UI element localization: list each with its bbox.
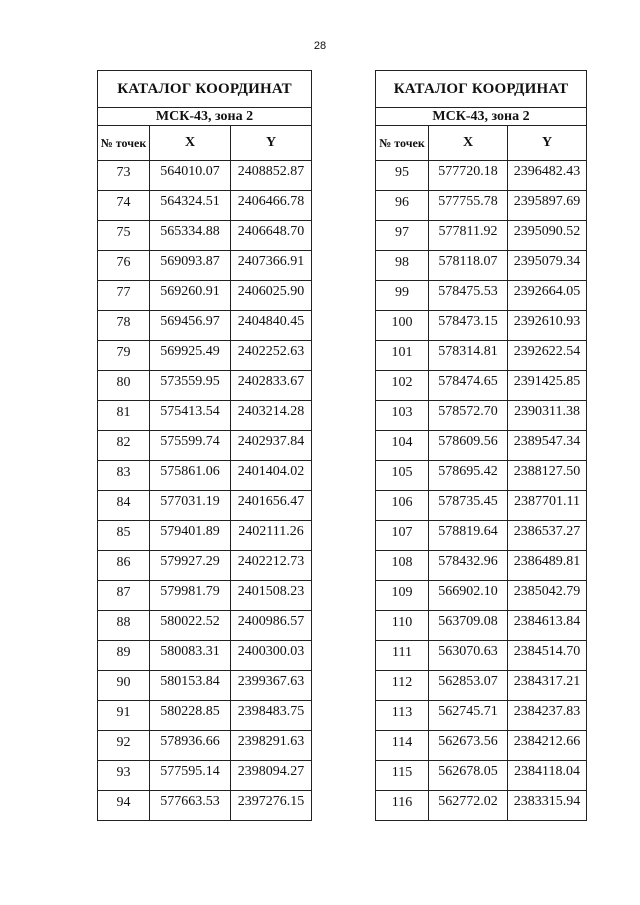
table-row: [376, 371, 587, 401]
y-coordinate-cell: 2402212.73: [231, 551, 312, 581]
page-number: 28: [313, 40, 327, 52]
coordinate-catalog-left: [97, 70, 312, 821]
point-number-cell: 88: [98, 611, 150, 641]
point-number-cell: 112: [376, 671, 429, 701]
point-number-cell: 91: [98, 701, 150, 731]
x-coordinate-cell: 577720.18: [429, 161, 508, 191]
header-x: X: [150, 126, 231, 161]
table-row: [98, 371, 312, 401]
x-coordinate-cell: 573559.95: [150, 371, 231, 401]
y-coordinate-cell: 2383315.94: [508, 791, 587, 821]
point-number-cell: 99: [376, 281, 429, 311]
x-coordinate-cell: 562772.02: [429, 791, 508, 821]
table-row: [98, 701, 312, 731]
table-row: [98, 731, 312, 761]
y-coordinate-cell: 2403214.28: [231, 401, 312, 431]
table-row: [98, 161, 312, 191]
x-coordinate-cell: 562745.71: [429, 701, 508, 731]
point-number-cell: 114: [376, 731, 429, 761]
y-coordinate-cell: 2392664.05: [508, 281, 587, 311]
y-coordinate-cell: 2388127.50: [508, 461, 587, 491]
x-coordinate-cell: 579981.79: [150, 581, 231, 611]
point-number-cell: 86: [98, 551, 150, 581]
point-number-cell: 116: [376, 791, 429, 821]
x-coordinate-cell: 577811.92: [429, 221, 508, 251]
x-coordinate-cell: 578572.70: [429, 401, 508, 431]
y-coordinate-cell: 2401508.23: [231, 581, 312, 611]
point-number-cell: 80: [98, 371, 150, 401]
table-row: [98, 671, 312, 701]
x-coordinate-cell: 564324.51: [150, 191, 231, 221]
point-number-cell: 103: [376, 401, 429, 431]
catalog-subtitle: МСК-43, зона 2: [98, 108, 312, 126]
point-number-cell: 76: [98, 251, 150, 281]
point-number-cell: 98: [376, 251, 429, 281]
x-coordinate-cell: 578432.96: [429, 551, 508, 581]
point-number-cell: 96: [376, 191, 429, 221]
y-coordinate-cell: 2402833.67: [231, 371, 312, 401]
point-number-cell: 107: [376, 521, 429, 551]
x-coordinate-cell: 575599.74: [150, 431, 231, 461]
y-coordinate-cell: 2402252.63: [231, 341, 312, 371]
table-row: [98, 401, 312, 431]
x-coordinate-cell: 578474.65: [429, 371, 508, 401]
x-coordinate-cell: 563070.63: [429, 641, 508, 671]
x-coordinate-cell: 578819.64: [429, 521, 508, 551]
y-coordinate-cell: 2404840.45: [231, 311, 312, 341]
header-y: Y: [231, 126, 312, 161]
x-coordinate-cell: 577663.53: [150, 791, 231, 821]
y-coordinate-cell: 2401404.02: [231, 461, 312, 491]
point-number-cell: 84: [98, 491, 150, 521]
x-coordinate-cell: 580022.52: [150, 611, 231, 641]
table-row: [376, 731, 587, 761]
y-coordinate-cell: 2398483.75: [231, 701, 312, 731]
y-coordinate-cell: 2386489.81: [508, 551, 587, 581]
x-coordinate-cell: 575413.54: [150, 401, 231, 431]
y-coordinate-cell: 2392610.93: [508, 311, 587, 341]
table-row: [376, 431, 587, 461]
point-number-cell: 105: [376, 461, 429, 491]
y-coordinate-cell: 2384118.04: [508, 761, 587, 791]
point-number-cell: 85: [98, 521, 150, 551]
y-coordinate-cell: 2384212.66: [508, 731, 587, 761]
point-number-cell: 77: [98, 281, 150, 311]
table-row: [376, 251, 587, 281]
y-coordinate-cell: 2384237.83: [508, 701, 587, 731]
table-row: [98, 581, 312, 611]
y-coordinate-cell: 2399367.63: [231, 671, 312, 701]
y-coordinate-cell: 2400300.03: [231, 641, 312, 671]
point-number-cell: 89: [98, 641, 150, 671]
table-row: [376, 461, 587, 491]
table-row: [98, 611, 312, 641]
table-row: [98, 521, 312, 551]
y-coordinate-cell: 2391425.85: [508, 371, 587, 401]
y-coordinate-cell: 2398291.63: [231, 731, 312, 761]
y-coordinate-cell: 2396482.43: [508, 161, 587, 191]
x-coordinate-cell: 569925.49: [150, 341, 231, 371]
x-coordinate-cell: 579401.89: [150, 521, 231, 551]
y-coordinate-cell: 2387701.11: [508, 491, 587, 521]
x-coordinate-cell: 578118.07: [429, 251, 508, 281]
point-number-cell: 74: [98, 191, 150, 221]
y-coordinate-cell: 2384317.21: [508, 671, 587, 701]
table-row: [376, 641, 587, 671]
x-coordinate-cell: 579927.29: [150, 551, 231, 581]
table-row: [376, 161, 587, 191]
y-coordinate-cell: 2395090.52: [508, 221, 587, 251]
table-row: [376, 761, 587, 791]
y-coordinate-cell: 2395897.69: [508, 191, 587, 221]
x-coordinate-cell: 565334.88: [150, 221, 231, 251]
point-number-cell: 75: [98, 221, 150, 251]
y-coordinate-cell: 2398094.27: [231, 761, 312, 791]
y-coordinate-cell: 2389547.34: [508, 431, 587, 461]
header-point-number: № точек: [376, 126, 429, 161]
y-coordinate-cell: 2390311.38: [508, 401, 587, 431]
coordinate-catalog-right: [375, 70, 587, 821]
x-coordinate-cell: 578609.56: [429, 431, 508, 461]
y-coordinate-cell: 2406025.90: [231, 281, 312, 311]
table-row: [376, 401, 587, 431]
point-number-cell: 78: [98, 311, 150, 341]
point-number-cell: 106: [376, 491, 429, 521]
y-coordinate-cell: 2406466.78: [231, 191, 312, 221]
point-number-cell: 115: [376, 761, 429, 791]
table-row: [98, 791, 312, 821]
x-coordinate-cell: 578475.53: [429, 281, 508, 311]
y-coordinate-cell: 2402937.84: [231, 431, 312, 461]
catalog-title: КАТАЛОГ КООРДИНАТ: [376, 71, 587, 108]
catalog-title: КАТАЛОГ КООРДИНАТ: [98, 71, 312, 108]
x-coordinate-cell: 562853.07: [429, 671, 508, 701]
table-row: [376, 701, 587, 731]
header-y: Y: [508, 126, 587, 161]
point-number-cell: 81: [98, 401, 150, 431]
x-coordinate-cell: 578936.66: [150, 731, 231, 761]
catalog-subtitle: МСК-43, зона 2: [376, 108, 587, 126]
point-number-cell: 87: [98, 581, 150, 611]
x-coordinate-cell: 580083.31: [150, 641, 231, 671]
point-number-cell: 95: [376, 161, 429, 191]
table-row: [376, 281, 587, 311]
table-row: [376, 491, 587, 521]
point-number-cell: 93: [98, 761, 150, 791]
y-coordinate-cell: 2384514.70: [508, 641, 587, 671]
y-coordinate-cell: 2385042.79: [508, 581, 587, 611]
x-coordinate-cell: 562673.56: [429, 731, 508, 761]
table-row: [376, 671, 587, 701]
table-row: [98, 311, 312, 341]
y-coordinate-cell: 2401656.47: [231, 491, 312, 521]
x-coordinate-cell: 575861.06: [150, 461, 231, 491]
x-coordinate-cell: 580228.85: [150, 701, 231, 731]
table-row: [98, 191, 312, 221]
x-coordinate-cell: 577755.78: [429, 191, 508, 221]
point-number-cell: 73: [98, 161, 150, 191]
table-row: [98, 431, 312, 461]
y-coordinate-cell: 2384613.84: [508, 611, 587, 641]
x-coordinate-cell: 569456.97: [150, 311, 231, 341]
x-coordinate-cell: 578314.81: [429, 341, 508, 371]
x-coordinate-cell: 578473.15: [429, 311, 508, 341]
table-row: [98, 341, 312, 371]
point-number-cell: 92: [98, 731, 150, 761]
point-number-cell: 109: [376, 581, 429, 611]
point-number-cell: 108: [376, 551, 429, 581]
table-row: [98, 221, 312, 251]
y-coordinate-cell: 2407366.91: [231, 251, 312, 281]
point-number-cell: 82: [98, 431, 150, 461]
x-coordinate-cell: 577595.14: [150, 761, 231, 791]
table-row: [376, 611, 587, 641]
x-coordinate-cell: 564010.07: [150, 161, 231, 191]
point-number-cell: 83: [98, 461, 150, 491]
table-row: [376, 221, 587, 251]
point-number-cell: 94: [98, 791, 150, 821]
x-coordinate-cell: 578695.42: [429, 461, 508, 491]
table-row: [98, 551, 312, 581]
y-coordinate-cell: 2397276.15: [231, 791, 312, 821]
table-row: [376, 551, 587, 581]
point-number-cell: 79: [98, 341, 150, 371]
y-coordinate-cell: 2406648.70: [231, 221, 312, 251]
point-number-cell: 90: [98, 671, 150, 701]
point-number-cell: 100: [376, 311, 429, 341]
y-coordinate-cell: 2392622.54: [508, 341, 587, 371]
table-row: [98, 251, 312, 281]
table-row: [376, 191, 587, 221]
table-row: [98, 761, 312, 791]
y-coordinate-cell: 2408852.87: [231, 161, 312, 191]
point-number-cell: 104: [376, 431, 429, 461]
header-point-number: № точек: [98, 126, 150, 161]
x-coordinate-cell: 569260.91: [150, 281, 231, 311]
x-coordinate-cell: 580153.84: [150, 671, 231, 701]
table-row: [376, 581, 587, 611]
x-coordinate-cell: 578735.45: [429, 491, 508, 521]
y-coordinate-cell: 2386537.27: [508, 521, 587, 551]
table-row: [98, 281, 312, 311]
table-row: [376, 341, 587, 371]
table-row: [98, 491, 312, 521]
y-coordinate-cell: 2400986.57: [231, 611, 312, 641]
point-number-cell: 113: [376, 701, 429, 731]
y-coordinate-cell: 2395079.34: [508, 251, 587, 281]
y-coordinate-cell: 2402111.26: [231, 521, 312, 551]
table-row: [98, 641, 312, 671]
x-coordinate-cell: 577031.19: [150, 491, 231, 521]
x-coordinate-cell: 563709.08: [429, 611, 508, 641]
x-coordinate-cell: 562678.05: [429, 761, 508, 791]
point-number-cell: 111: [376, 641, 429, 671]
point-number-cell: 110: [376, 611, 429, 641]
point-number-cell: 101: [376, 341, 429, 371]
x-coordinate-cell: 566902.10: [429, 581, 508, 611]
point-number-cell: 102: [376, 371, 429, 401]
table-row: [98, 461, 312, 491]
x-coordinate-cell: 569093.87: [150, 251, 231, 281]
point-number-cell: 97: [376, 221, 429, 251]
table-row: [376, 311, 587, 341]
table-row: [376, 521, 587, 551]
table-row: [376, 791, 587, 821]
header-x: X: [429, 126, 508, 161]
